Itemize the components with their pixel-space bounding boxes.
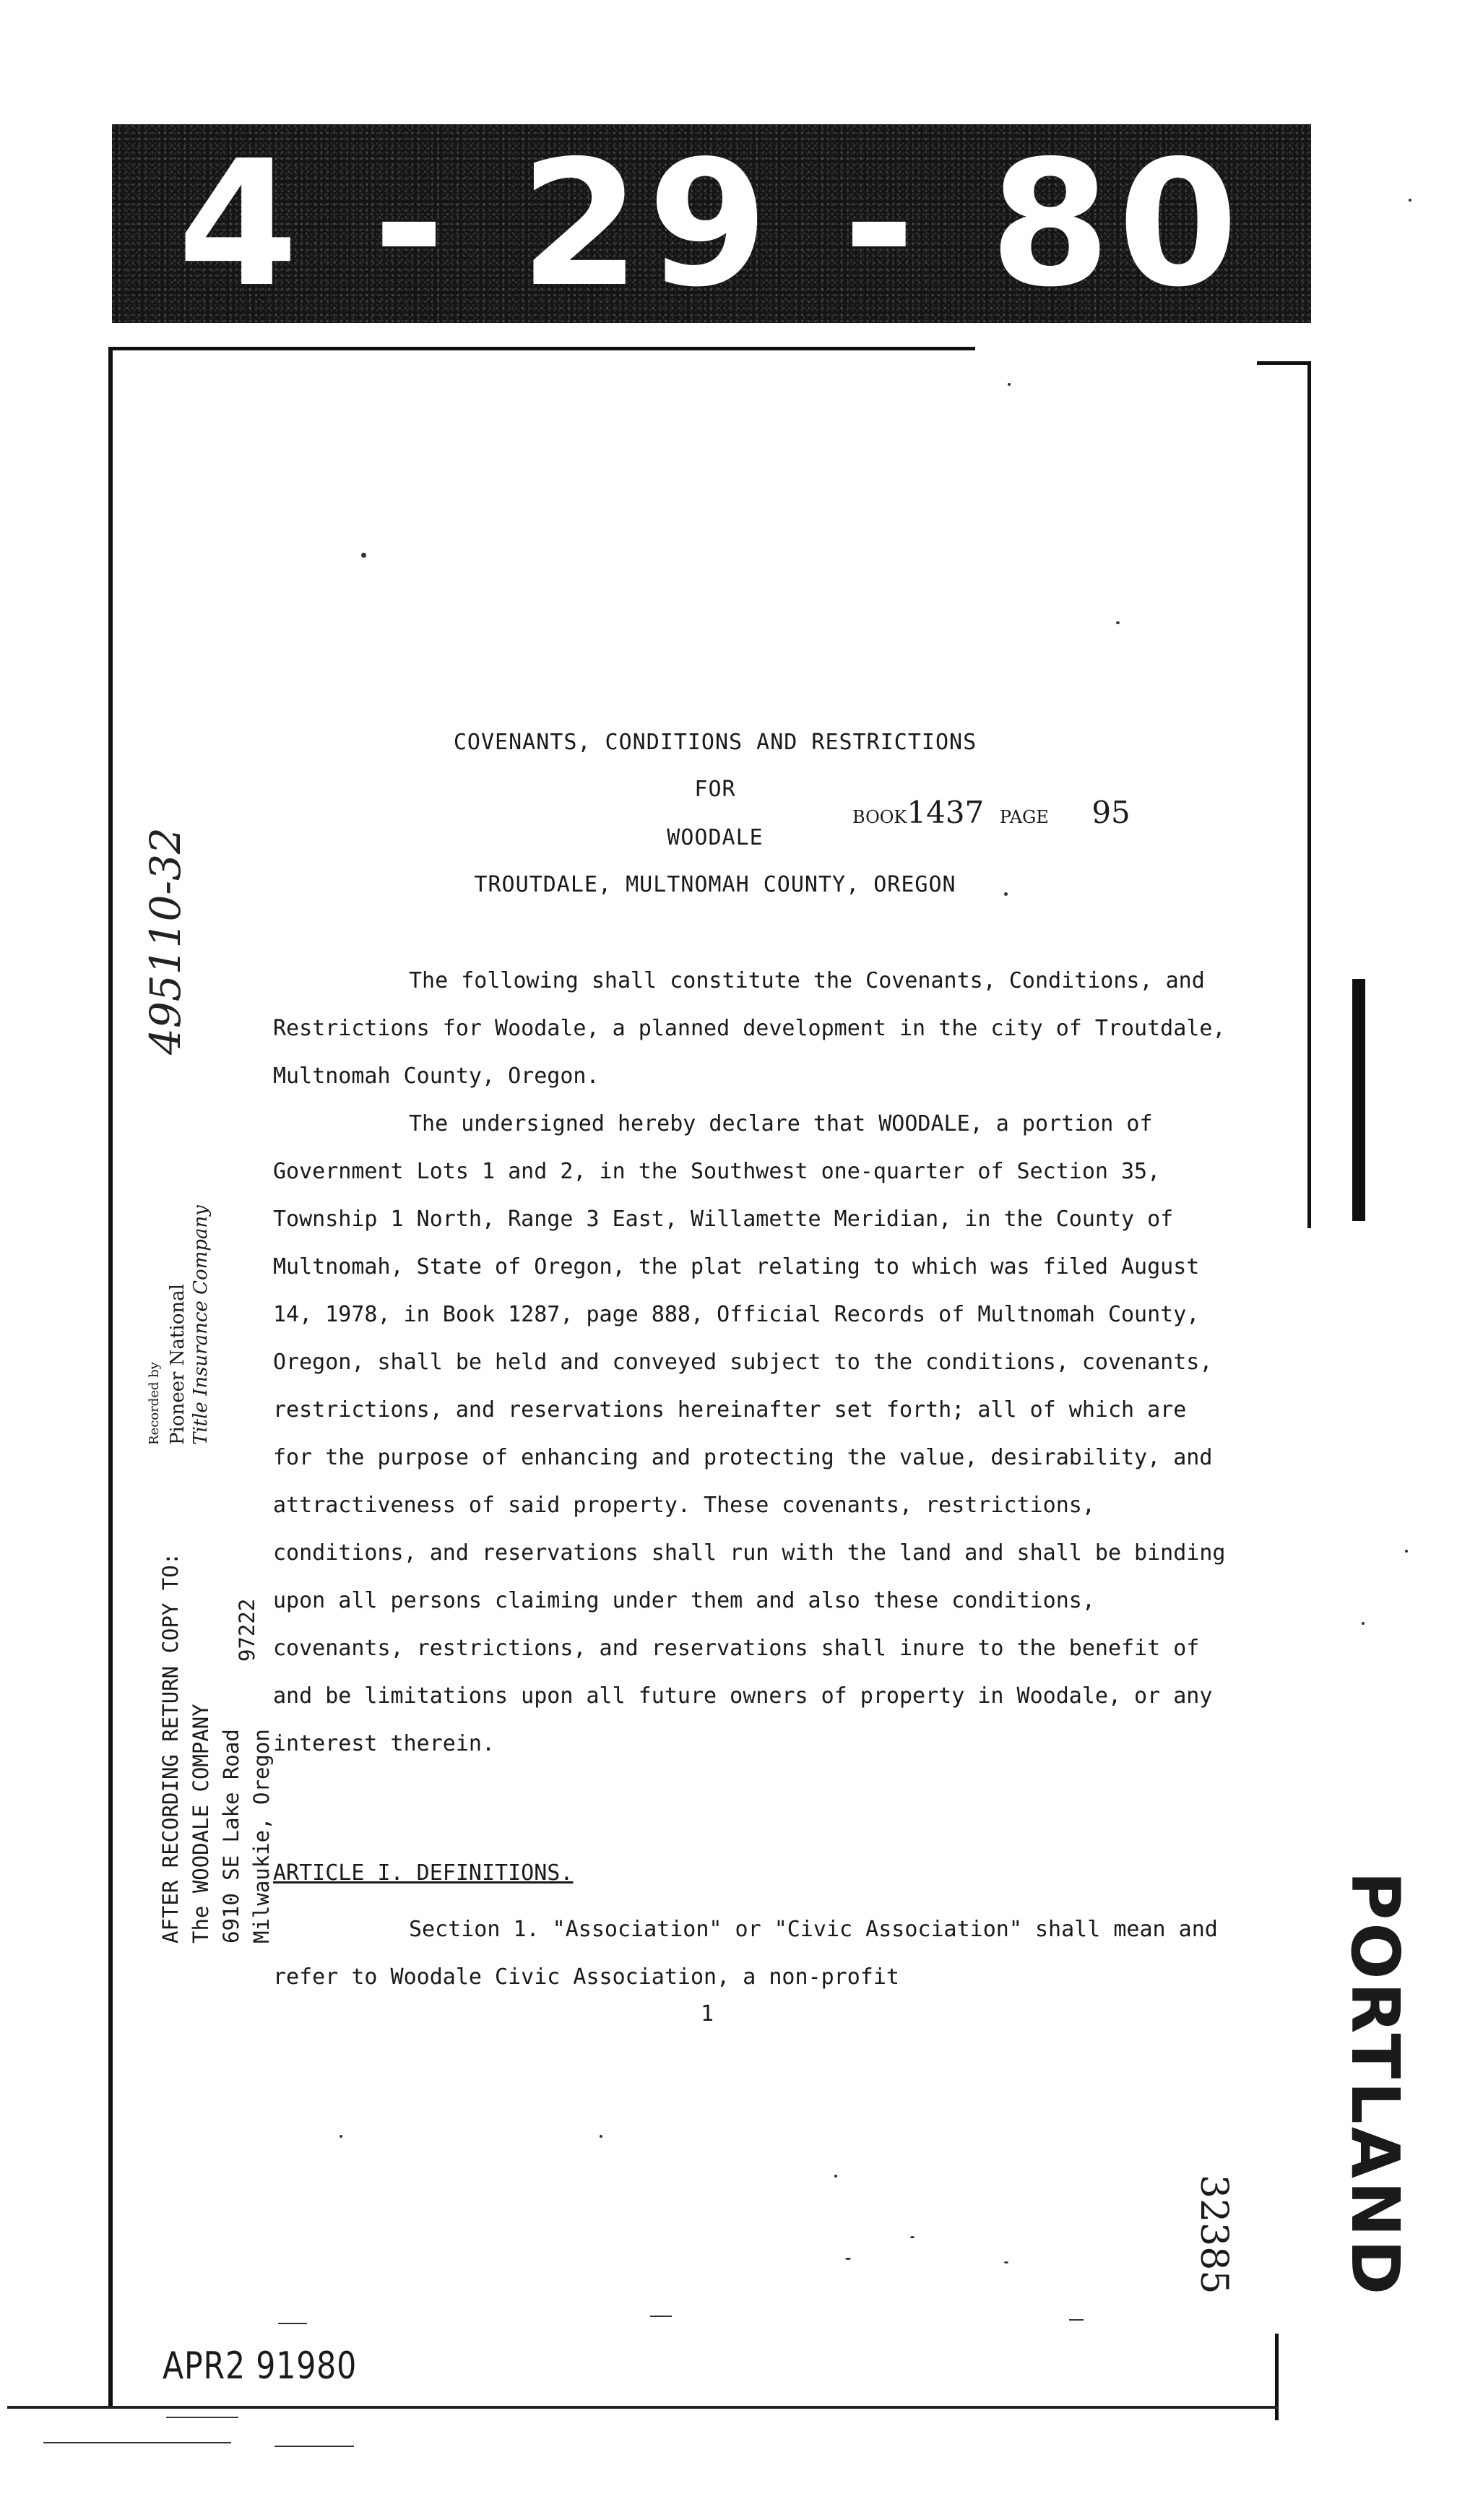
recorded-by-stamp (143, 1205, 212, 1445)
document-title-for: FOR (694, 777, 736, 802)
portland-stamp: PORTLAND (1336, 1871, 1414, 2298)
page-number-ref: 95 (1091, 795, 1130, 830)
paragraph-declaration: The undersigned hereby declare that WOODALE, a portion of Government Lots 1 and 2, in the Southwest one-quarter of Section 35, Township 1 North, Range 3 East, Willamette Meridian, in the County of Multnomah, State of Oregon, the plat relating to which was filed August 14, 1978, in Book 1287, page 888, Official Records of Multnomah County, Oregon, shall be held and conveyed subject to the conditions, covenants, restrictions, and reservations hereinafter set forth; all of which are for the purpose of enhancing and protecting the value, desirability, and attractiveness of said property. These covenants, restrictions, conditions, and reservations shall run with the land and shall be binding upon all persons claiming under them and also these conditions, covenants, restrictions, and reservations shall inure to the benefit of and be limitations upon all future owners of property in Woodale, or any interest therein. (273, 1111, 1226, 1756)
frame-top-right-line (1257, 361, 1311, 365)
return-zip: 97222 (235, 1598, 259, 1662)
handwritten-file-number: 495110-32 (141, 827, 190, 1055)
recorded-company-line2: Title Insurance Company (190, 1205, 212, 1445)
return-city: Milwaukie, Oregon (249, 1729, 274, 1943)
document-title-location: TROUTDALE, MULTNOMAH COUNTY, OREGON (474, 872, 956, 897)
date-stamp-text: 4 - 29 - 80 (177, 122, 1246, 325)
document-title-subdivision: WOODALE (667, 825, 764, 850)
date-stamp-banner (112, 124, 1311, 323)
book-number: 1437 (907, 795, 985, 830)
return-label: AFTER RECORDING RETURN COPY TO: (158, 1552, 183, 1943)
section-1-text: Section 1. "Association" or "Civic Association" shall mean and refer to Woodale Civic Association, a non-profit (273, 1917, 1218, 1990)
recorded-by-label: Recorded by (147, 1362, 162, 1445)
frame-left-line (108, 347, 113, 2406)
page-label: PAGE (999, 807, 1049, 827)
return-name: The WOODALE COMPANY (189, 1704, 213, 1943)
frame-top-line (108, 347, 975, 350)
book-page-reference (852, 795, 1130, 830)
recorded-company-line1: Pioneer National (167, 1284, 189, 1445)
article-heading: ARTICLE I. DEFINITIONS. (273, 1860, 574, 1886)
stamp-number: 32385 (1192, 2175, 1235, 2295)
return-street: 6910 SE Lake Road (219, 1729, 243, 1943)
side-marker-bar (1352, 979, 1365, 1221)
document-body (273, 957, 1234, 1768)
book-label: BOOK (852, 807, 907, 827)
frame-bottom-line (7, 2406, 1279, 2409)
page-number: 1 (701, 2001, 714, 2027)
received-date-stamp: APR2 91980 (163, 2344, 358, 2388)
paragraph-intro: The following shall constitute the Covenants, Conditions, and Restrictions for Woodale, a planned development in the city of Troutdale, Multnomah County, Oregon. (273, 968, 1226, 1089)
document-title: COVENANTS, CONDITIONS AND RESTRICTIONS (453, 730, 977, 755)
